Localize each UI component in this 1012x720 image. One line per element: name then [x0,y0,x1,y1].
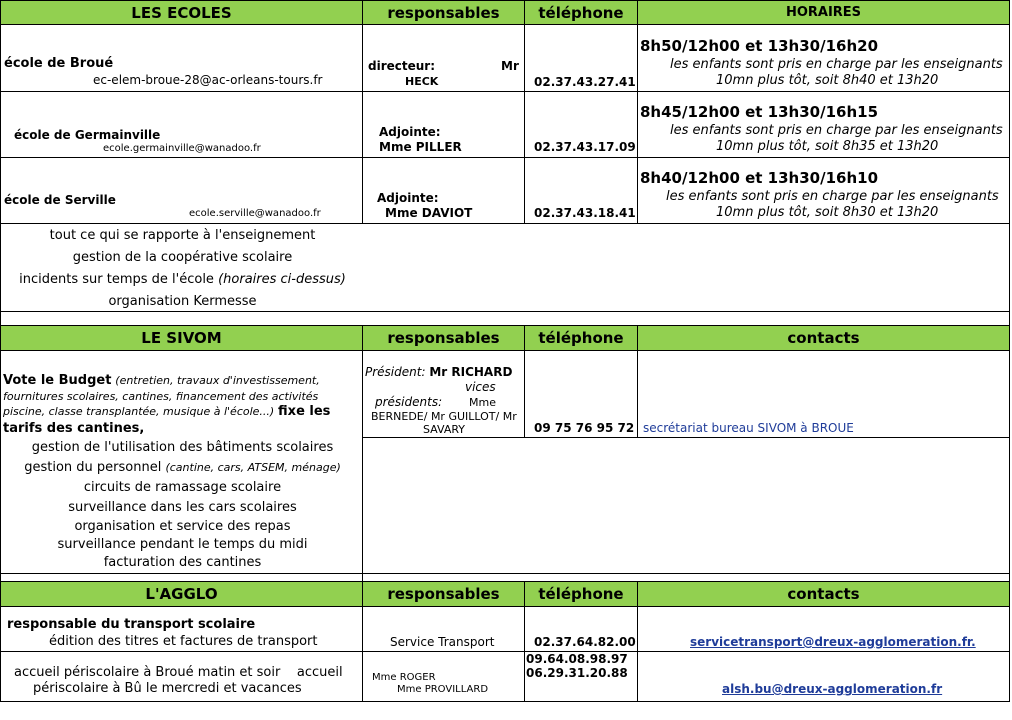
phone: 02.37.43.18.41 [534,206,636,220]
resp-role: directeur: [368,59,436,73]
ecole-germainville-hours-cell [638,92,1010,158]
sivom-resp-cell [363,351,525,438]
resp-role: Adjointe: [377,191,439,205]
agglo-header-responsables: responsables [363,582,525,607]
ecole-germainville-resp-cell [363,92,525,158]
contact: secrétariat bureau SIVOM à BROUE [643,421,854,435]
ecole-broue-name-cell [0,25,363,92]
ecoles-header-responsables: responsables [363,0,525,25]
agglo-periscolaire-cell [0,652,363,702]
sivom-tasks-cell [0,438,363,574]
agglo-transport-title: responsable du transport scolaire [7,617,256,632]
agglo-periscolaire-contact-cell [638,652,1010,702]
resp-role: Adjointe: [379,125,441,139]
ecole-name: école de Germainville [14,128,161,142]
ecole-name: école de Serville [4,193,116,207]
sivom-task: gestion de l'utilisation des bâtiments scolaires [31,440,334,455]
ecoles-task: gestion de la coopérative scolaire [72,250,293,265]
hours: 8h50/12h00 et 13h30/16h20 [640,37,879,55]
ecoles-task: tout ce qui se rapporte à l'enseignement [49,228,316,243]
contact-email-link[interactable]: alsh.bu@dreux-agglomeration.fr [722,682,943,696]
phone: 09 75 76 95 72 [534,421,635,435]
sivom-header-responsables: responsables [363,326,525,351]
sivom-budget-text: Vote le Budget (entretien, travaux d'investissement, fournitures scolaires, cantines, financement des activités piscine, classe transplantée, musique à l'école...) fixe les tarifs des cantines, [3,373,331,436]
agglo-header-telephone: téléphone [525,582,638,607]
ecole-broue-phone-cell [525,25,638,92]
sivom-task: circuits de ramassage scolaire [83,480,282,495]
ecole-serville-resp-cell [363,158,525,224]
agglo-periscolaire-desc: accueil périscolaire à Broué matin et soir accueil [14,665,343,680]
ecoles-tasks-cell [0,224,1010,312]
resp-names: SAVARY [423,423,466,436]
phone: 09.64.08.98.97 [526,652,628,666]
phone: 02.37.64.82.00 [534,635,636,649]
agglo-periscolaire-resp-cell [363,652,525,702]
resp-names: BERNEDE/ Mr GUILLOT/ Mr [371,410,517,423]
hours-note: les enfants sont pris en charge par les enseignants [666,189,999,204]
ecole-email: ecole.germainville@wanadoo.fr [103,143,261,154]
resp-name: Mme PROVILLARD [397,684,489,695]
ecole-email: ecole.serville@wanadoo.fr [189,208,321,219]
sivom-task: surveillance pendant le temps du midi [57,537,308,552]
resp-mme: Mme [469,396,496,409]
resp-president: Président: Mr RICHARD [365,365,513,379]
spacer-row [363,574,1010,582]
agglo-transport-contact-cell [638,607,1010,652]
ecole-broue-hours-cell [638,25,1010,92]
ecoles-header-horaires: HORAIRES [638,0,1010,25]
contact-email-link[interactable]: servicetransport@dreux-agglomeration.fr. [690,635,976,649]
hours-note: 10mn plus tôt, soit 8h40 et 13h20 [716,73,939,88]
ecole-germainville-name-cell [0,92,363,158]
ecole-germainville-phone-cell [525,92,638,158]
resp-title: Mr [501,59,519,73]
sivom-budget-cell [0,351,363,438]
ecole-serville-phone-cell [525,158,638,224]
ecoles-header-telephone: téléphone [525,0,638,25]
sivom-tasks-rest [363,438,1010,574]
spacer-row [0,574,363,582]
sivom-task: organisation et service des repas [74,519,291,534]
resp-name: Mme ROGER [372,672,436,683]
hours: 8h45/12h00 et 13h30/16h15 [640,103,879,121]
resp-name: Mme DAVIOT [385,206,473,220]
sivom-task: surveillance dans les cars scolaires [68,500,297,515]
phone: 02.37.43.27.41 [534,75,636,89]
ecole-email: ec-elem-broue-28@ac-orleans-tours.fr [93,73,323,87]
agglo-transport-cell [0,607,363,652]
ecole-broue-resp-cell [363,25,525,92]
hours-note: 10mn plus tôt, soit 8h30 et 13h20 [716,205,939,220]
sivom-header-telephone: téléphone [525,326,638,351]
ecoles-task: organisation Kermesse [108,294,257,309]
sivom-header-name: LE SIVOM [0,326,363,351]
agglo-periscolaire-desc: périscolaire à Bû le mercredi et vacances [33,681,302,696]
phone: 02.37.43.17.09 [534,140,636,154]
spacer-row [0,312,1010,326]
ecoles-header-name: LES ECOLES [0,0,363,25]
agglo-periscolaire-phone-cell [525,652,638,702]
ecole-name: école de Broué [4,56,114,71]
sivom-header-contacts: contacts [638,326,1010,351]
resp-name: HECK [405,75,439,88]
sivom-task: gestion du personnel (cantine, cars, ATSEM, ménage) [24,460,341,475]
agglo-header-name: L'AGGLO [0,582,363,607]
sivom-phone-cell [525,351,638,438]
agglo-transport-resp-cell [363,607,525,652]
resp-vices: vices [465,380,496,394]
hours-note: les enfants sont pris en charge par les enseignants [670,57,1003,72]
hours: 8h40/12h00 et 13h30/16h10 [640,169,879,187]
resp-name: Service Transport [390,635,495,649]
sivom-contact-cell [638,351,1010,438]
agglo-transport-phone-cell [525,607,638,652]
hours-note: 10mn plus tôt, soit 8h35 et 13h20 [716,139,939,154]
sivom-task: facturation des cantines [103,555,262,570]
ecoles-task: incidents sur temps de l'école (horaires ci-dessus) [19,272,346,287]
hours-note: les enfants sont pris en charge par les enseignants [670,123,1003,138]
agglo-header-contacts: contacts [638,582,1010,607]
ecole-serville-name-cell [0,158,363,224]
phone: 06.29.31.20.88 [526,666,628,680]
agglo-transport-desc: édition des titres et factures de transport [49,634,318,649]
resp-presidents-label: présidents: [375,395,443,409]
resp-name: Mme PILLER [379,140,462,154]
ecole-serville-hours-cell [638,158,1010,224]
